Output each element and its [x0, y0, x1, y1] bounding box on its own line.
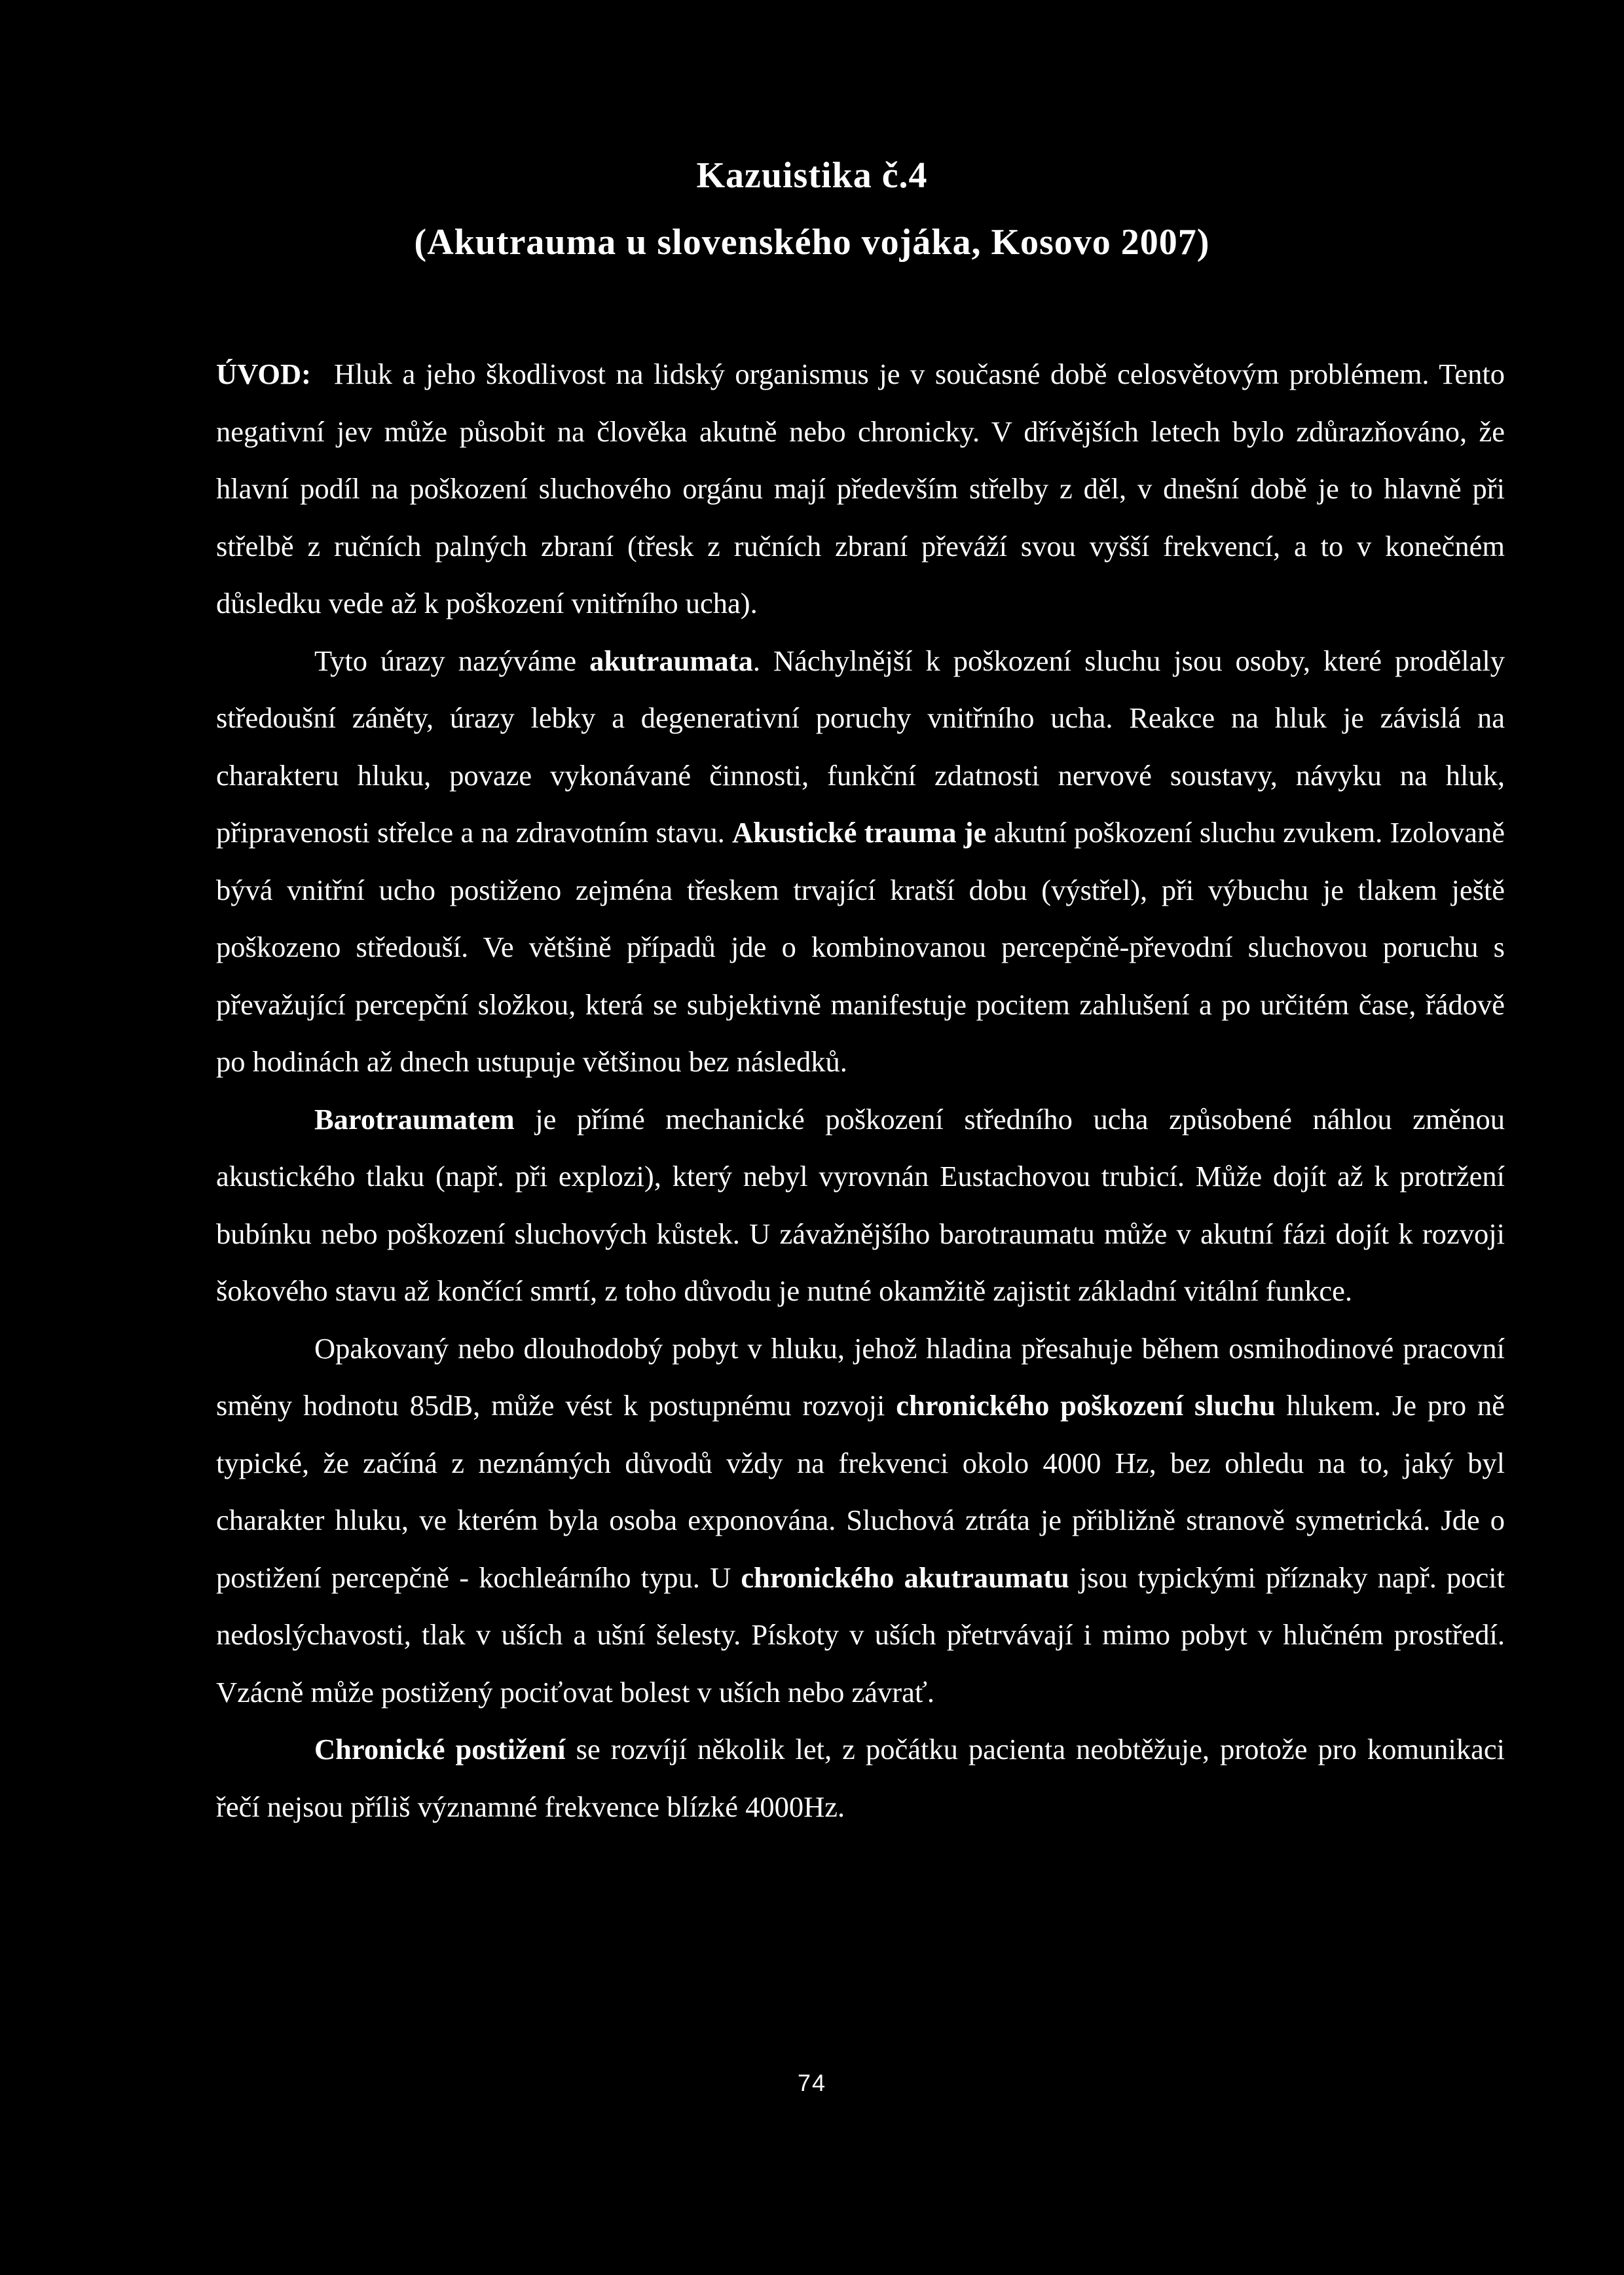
paragraph-chronic-text-c: hlukem. Je pro ně typické, že začíná z neznámých důvodů vždy na frekvenci okolo 4000 Hz, bez ohledu na to, jaký byl charakter hluku, ve kterém byla osoba exponována. Sluchová ztráta je přibližně stranově symetrická. Jde o postižení percepčně - kochleárního typu. U — [216, 1389, 1505, 1594]
paragraph-chronic-damage — [216, 1320, 1505, 1722]
paragraph-akutraumata-text-e: akutní poškození sluchu zvukem. Izolovaně bývá vnitřní ucho postiženo zejména třeskem trvající kratší dobu (výstřel), při výbuchu je tlakem ještě poškozeno středouší. Ve většině případů jde o kombinovanou percepčně-převodní sluchovou poruchu s převažující percepční složkou, která se subjektivně manifestuje pocitem zahlušení a po určitém čase, řádově po hodinách až dnech ustupuje většinou bez následků. — [216, 816, 1505, 1078]
intro-label: ÚVOD: — [216, 358, 311, 390]
paragraph-intro — [216, 346, 1505, 633]
case-study-title: Kazuistika č.4 — [696, 155, 928, 196]
term-chronicke-postizeni: Chronické postižení — [314, 1733, 566, 1766]
case-study-subtitle: (Akutrauma u slovenského vojáka, Kosovo 2007) — [414, 222, 1210, 263]
paragraph-intro-text: Hluk a jeho škodlivost na lidský organismus je v současné době celosvětovým problémem. Tento negativní jev může působit na člověka akutně nebo chronicky. V dřívějších letech bylo zdůrazňováno, že hlavní podíl na poškození sluchového orgánu mají především střelby z děl, v dnešní době je to hlavně při střelbě z ručních palných zbraní (třesk z ručních zbraní převáží svou vyšší frekvencí, a to v konečném důsledku vede až k poškození vnitřního ucha). — [216, 358, 1505, 620]
paragraph-akutraumata-text-c: . Náchylnější k poškození sluchu jsou osoby, které prodělaly středoušní záněty, úrazy lebky a degenerativní poruchy vnitřního ucha. Reakce na hluk je závislá na charakteru hluku, povaze vykonávané činnosti, funkční zdatnosti nervové soustavy, návyku na hluk, připravenosti střelce a na zdravotním stavu. — [216, 644, 1505, 849]
paragraph-akutraumata — [216, 633, 1505, 1091]
page-number: 74 — [797, 2069, 827, 2096]
paragraph-chronic-condition — [216, 1721, 1505, 1836]
term-akutraumata: akutraumata — [589, 644, 753, 677]
term-chronicke-akutrauma: chronického akutraumatu — [741, 1561, 1069, 1594]
paragraph-chronic-condition-text: se rozvíjí několik let, z počátku pacienta neobtěžuje, protože pro komunikaci řečí nejsou příliš významné frekvence blízké 4000Hz. — [216, 1733, 1505, 1823]
paragraph-barotrauma-text: je přímé mechanické poškození středního ucha způsobené náhlou změnou akustického tlaku (např. při explozi), který nebyl vyrovnán Eustachovou trubicí. Může dojít až k protržení bubínku nebo poškození sluchových kůstek. U závažnějšího barotraumatu může v akutní fázi dojít k rozvoji šokového stavu až končící smrtí, z toho důvodu je nutné okamžitě zajistit základní vitální funkce. — [216, 1102, 1505, 1307]
paragraph-barotrauma — [216, 1091, 1505, 1320]
document-body — [216, 346, 1505, 1836]
paragraph-chronic-text-a: Opakovaný nebo dlouhodobý pobyt v hluku, jehož hladina přesahuje během osmihodinové pracovní směny hodnotu 85dB, může vést k postupnému rozvoji — [216, 1331, 1505, 1422]
paragraph-chronic-text-e: jsou typickými příznaky např. pocit nedoslýchavosti, tlak v uších a ušní šelesty. Pískoty v uších přetrvávají i mimo pobyt v hlučném prostředí. Vzácně může postižený pociťovat bolest v uších nebo závrať. — [216, 1561, 1505, 1709]
paragraph-akutraumata-text-a: Tyto úrazy nazýváme — [314, 644, 590, 677]
term-barotraumatem: Barotraumatem — [314, 1102, 515, 1136]
term-chronicke-poskozeni-sluchu: chronického poškození sluchu — [896, 1389, 1276, 1422]
term-akusticke-trauma: Akustické trauma je — [732, 816, 987, 849]
